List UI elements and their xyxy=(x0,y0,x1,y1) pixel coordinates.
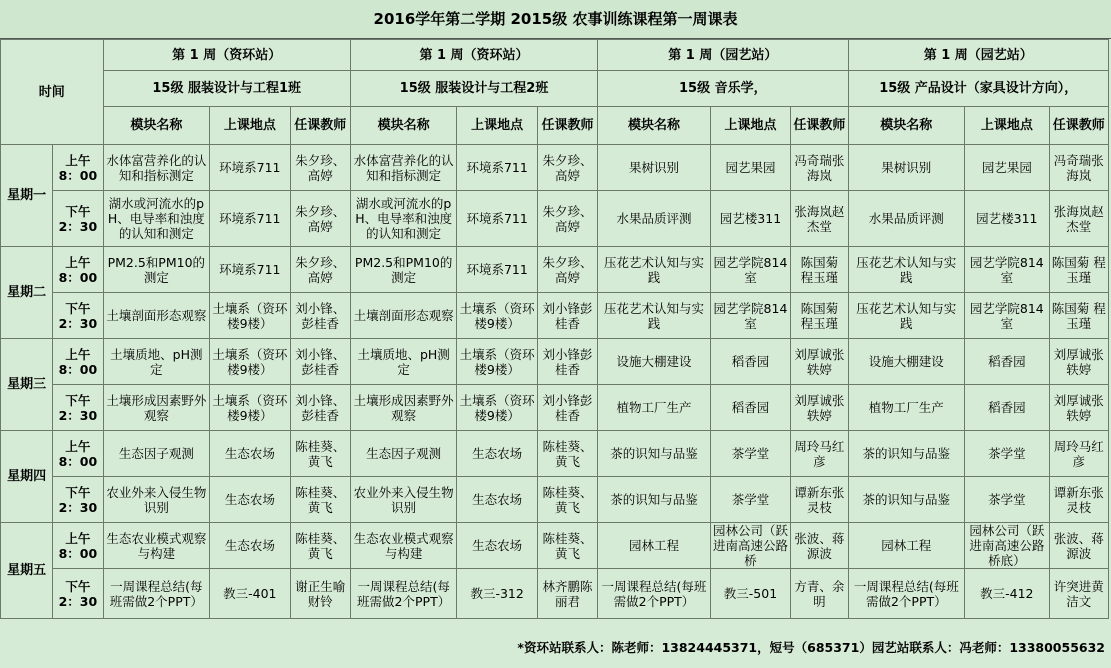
cell-module: 农业外来入侵生物识别 xyxy=(103,477,210,523)
cell-teacher: 陈国菊 程玉瑾 xyxy=(1049,293,1108,339)
cell-module: 土壤形成因素野外观察 xyxy=(103,385,210,431)
schedule-row xyxy=(1,523,1109,569)
slot-period: 上午 xyxy=(65,438,91,454)
cell-location: 教三-501 xyxy=(710,569,790,619)
cell-location: 稻香园 xyxy=(710,339,790,385)
slot-time: 2：30 xyxy=(58,499,98,515)
module-header: 模块名称 xyxy=(848,107,965,145)
cell-teacher: 陈桂葵、黄飞 xyxy=(537,431,597,477)
slot-time: 8：00 xyxy=(58,167,98,183)
cell-teacher: 陈桂葵、黄飞 xyxy=(537,523,597,569)
cell-teacher: 张海岚赵杰堂 xyxy=(1049,191,1108,247)
teacher-header: 任课教师 xyxy=(791,107,848,145)
cell-location: 园艺学院814室 xyxy=(965,293,1049,339)
location-header: 上课地点 xyxy=(710,107,790,145)
module-header: 模块名称 xyxy=(350,107,457,145)
schedule-row xyxy=(1,431,1109,477)
day-label: 星期四 xyxy=(1,431,53,523)
time-slot xyxy=(53,477,103,523)
module-header: 模块名称 xyxy=(598,107,711,145)
group-3-week: 第 1 周（园艺站） xyxy=(598,40,848,71)
cell-teacher: 谢正生喻财铃 xyxy=(290,569,350,619)
cell-module: 一周课程总结(每班需做2个PPT） xyxy=(350,569,457,619)
cell-location: 稻香园 xyxy=(710,385,790,431)
day-label: 星期一 xyxy=(1,145,53,247)
cell-location: 茶学堂 xyxy=(965,477,1049,523)
cell-location: 生态农场 xyxy=(210,477,290,523)
time-slot xyxy=(53,293,103,339)
time-header: 时间 xyxy=(1,40,104,145)
cell-location: 环境系711 xyxy=(457,191,537,247)
cell-module: 茶的识知与品鉴 xyxy=(598,431,711,477)
cell-teacher: 朱夕珍、高婷 xyxy=(290,247,350,293)
cell-module: 植物工厂生产 xyxy=(848,385,965,431)
group-4-class: 15级 产品设计（家具设计方向）， xyxy=(848,71,1109,107)
cell-location: 茶学堂 xyxy=(965,431,1049,477)
cell-location: 环境系711 xyxy=(210,145,290,191)
time-slot xyxy=(53,431,103,477)
cell-location: 茶学堂 xyxy=(710,431,790,477)
cell-teacher: 朱夕珍、高婷 xyxy=(290,145,350,191)
cell-location: 生态农场 xyxy=(457,431,537,477)
cell-teacher: 陈国菊 程玉瑾 xyxy=(791,247,848,293)
cell-module: 生态农业模式观察与构建 xyxy=(103,523,210,569)
cell-teacher: 刘厚诚张轶婷 xyxy=(791,339,848,385)
group-2-week: 第 1 周（资环站） xyxy=(350,40,597,71)
cell-location: 生态农场 xyxy=(457,477,537,523)
cell-location: 园艺果园 xyxy=(710,145,790,191)
cell-module: 压花艺术认知与实践 xyxy=(598,293,711,339)
cell-location: 教三-412 xyxy=(965,569,1049,619)
day-label: 星期五 xyxy=(1,523,53,619)
slot-time: 8：00 xyxy=(58,361,98,377)
cell-teacher: 刘小锋、彭桂香 xyxy=(290,385,350,431)
cell-module: 一周课程总结(每班需做2个PPT） xyxy=(848,569,965,619)
cell-module: PM2.5和PM10的测定 xyxy=(103,247,210,293)
cell-location: 生态农场 xyxy=(210,523,290,569)
slot-period: 上午 xyxy=(65,254,91,270)
cell-module: 一周课程总结(每班需做2个PPT） xyxy=(103,569,210,619)
cell-location: 土壤系（资环楼9楼） xyxy=(210,293,290,339)
cell-module: 水体富营养化的认知和指标测定 xyxy=(350,145,457,191)
cell-module: 土壤形成因素野外观察 xyxy=(350,385,457,431)
cell-teacher: 张海岚赵杰堂 xyxy=(791,191,848,247)
cell-teacher: 冯奇瑞张海岚 xyxy=(791,145,848,191)
cell-module: 茶的识知与品鉴 xyxy=(598,477,711,523)
location-header: 上课地点 xyxy=(210,107,290,145)
cell-module: 设施大棚建设 xyxy=(598,339,711,385)
cell-location: 土壤系（资环楼9楼） xyxy=(457,339,537,385)
slot-period: 下午 xyxy=(65,300,91,316)
cell-location: 茶学堂 xyxy=(710,477,790,523)
slot-time: 2：30 xyxy=(58,218,98,234)
cell-module: 压花艺术认知与实践 xyxy=(598,247,711,293)
slot-time: 8：00 xyxy=(58,545,98,561)
cell-module: 土壤剖面形态观察 xyxy=(103,293,210,339)
group-1-week: 第 1 周（资环站） xyxy=(103,40,350,71)
slot-time: 8：00 xyxy=(58,269,98,285)
cell-teacher: 谭新东张灵枝 xyxy=(1049,477,1108,523)
schedule-table xyxy=(0,39,1109,619)
teacher-header: 任课教师 xyxy=(537,107,597,145)
cell-teacher: 陈桂葵、黄飞 xyxy=(290,477,350,523)
module-header: 模块名称 xyxy=(103,107,210,145)
slot-time: 2：30 xyxy=(58,593,98,609)
time-slot xyxy=(53,339,103,385)
cell-teacher: 方青、余明 xyxy=(791,569,848,619)
cell-teacher: 朱夕珍、高婷 xyxy=(537,191,597,247)
cell-module: 茶的识知与品鉴 xyxy=(848,431,965,477)
slot-period: 上午 xyxy=(65,530,91,546)
cell-teacher: 陈桂葵、黄飞 xyxy=(537,477,597,523)
cell-location: 土壤系（资环楼9楼） xyxy=(457,293,537,339)
cell-location: 园艺学院814室 xyxy=(965,247,1049,293)
cell-teacher: 陈国菊 程玉瑾 xyxy=(791,293,848,339)
contact-footer: *资环站联系人：陈老师：13824445371，短号（685371）园艺站联系人：冯老师：13380055632 xyxy=(517,640,1105,655)
cell-location: 环境系711 xyxy=(457,145,537,191)
cell-module: PM2.5和PM10的测定 xyxy=(350,247,457,293)
cell-teacher: 周玲马红彦 xyxy=(791,431,848,477)
group-4-week: 第 1 周（园艺站） xyxy=(848,40,1109,71)
cell-location: 土壤系（资环楼9楼） xyxy=(457,385,537,431)
cell-teacher: 张波、蒋源波 xyxy=(1049,523,1108,569)
cell-module: 土壤质地、pH测定 xyxy=(350,339,457,385)
schedule-row xyxy=(1,191,1109,247)
slot-period: 上午 xyxy=(65,346,91,362)
schedule-row xyxy=(1,569,1109,619)
cell-module: 生态因子观测 xyxy=(350,431,457,477)
cell-module: 土壤剖面形态观察 xyxy=(350,293,457,339)
cell-module: 水体富营养化的认知和指标测定 xyxy=(103,145,210,191)
cell-module: 湖水或河流水的pH、电导率和浊度的认知和测定 xyxy=(350,191,457,247)
cell-module: 园林工程 xyxy=(598,523,711,569)
location-header: 上课地点 xyxy=(457,107,537,145)
cell-teacher: 谭新东张灵枝 xyxy=(791,477,848,523)
time-slot xyxy=(53,385,103,431)
cell-location: 园艺学院814室 xyxy=(710,247,790,293)
slot-time: 2：30 xyxy=(58,315,98,331)
cell-module: 水果品质评测 xyxy=(598,191,711,247)
slot-period: 下午 xyxy=(65,578,91,594)
cell-module: 湖水或河流水的pH、电导率和浊度的认知和测定 xyxy=(103,191,210,247)
cell-module: 土壤质地、pH测定 xyxy=(103,339,210,385)
schedule-row xyxy=(1,145,1109,191)
cell-module: 水果品质评测 xyxy=(848,191,965,247)
cell-teacher: 刘小锋、彭桂香 xyxy=(290,339,350,385)
group-3-class: 15级 音乐学， xyxy=(598,71,848,107)
slot-time: 8：00 xyxy=(58,453,98,469)
cell-module: 农业外来入侵生物识别 xyxy=(350,477,457,523)
slot-period: 下午 xyxy=(65,203,91,219)
cell-teacher: 许突进黄洁文 xyxy=(1049,569,1108,619)
time-slot xyxy=(53,247,103,293)
cell-location: 稻香园 xyxy=(965,339,1049,385)
cell-location: 教三-401 xyxy=(210,569,290,619)
schedule-row xyxy=(1,293,1109,339)
cell-location: 园林公司（跃进南高速公路桥底） xyxy=(965,523,1049,569)
time-slot xyxy=(53,523,103,569)
cell-module: 生态因子观测 xyxy=(103,431,210,477)
schedule-row xyxy=(1,247,1109,293)
cell-location: 稻香园 xyxy=(965,385,1049,431)
cell-teacher: 刘小锋彭桂香 xyxy=(537,385,597,431)
cell-module: 园林工程 xyxy=(848,523,965,569)
cell-module: 果树识别 xyxy=(848,145,965,191)
cell-teacher: 张波、蒋源波 xyxy=(791,523,848,569)
slot-period: 下午 xyxy=(65,392,91,408)
group-2-class: 15级 服装设计与工程2班 xyxy=(350,71,597,107)
cell-location: 园艺果园 xyxy=(965,145,1049,191)
cell-teacher: 刘厚诚张轶婷 xyxy=(1049,339,1108,385)
cell-location: 环境系711 xyxy=(210,191,290,247)
cell-teacher: 刘小锋彭桂香 xyxy=(537,339,597,385)
cell-location: 园艺学院814室 xyxy=(710,293,790,339)
cell-location: 环境系711 xyxy=(210,247,290,293)
page-title: 2016学年第二学期 2015级 农事训练课程第一周课表 xyxy=(0,0,1111,39)
cell-module: 生态农业模式观察与构建 xyxy=(350,523,457,569)
cell-location: 环境系711 xyxy=(457,247,537,293)
location-header: 上课地点 xyxy=(965,107,1049,145)
cell-location: 土壤系（资环楼9楼） xyxy=(210,339,290,385)
cell-location: 生态农场 xyxy=(210,431,290,477)
cell-location: 园艺楼311 xyxy=(965,191,1049,247)
slot-period: 下午 xyxy=(65,484,91,500)
cell-teacher: 朱夕珍、高婷 xyxy=(290,191,350,247)
group-1-class: 15级 服装设计与工程1班 xyxy=(103,71,350,107)
schedule-row xyxy=(1,477,1109,523)
slot-time: 2：30 xyxy=(58,407,98,423)
cell-teacher: 陈桂葵、黄飞 xyxy=(290,431,350,477)
cell-teacher: 陈桂葵、黄飞 xyxy=(290,523,350,569)
cell-module: 压花艺术认知与实践 xyxy=(848,247,965,293)
day-label: 星期三 xyxy=(1,339,53,431)
cell-module: 压花艺术认知与实践 xyxy=(848,293,965,339)
slot-period: 上午 xyxy=(65,152,91,168)
cell-module: 植物工厂生产 xyxy=(598,385,711,431)
cell-module: 设施大棚建设 xyxy=(848,339,965,385)
cell-teacher: 朱夕珍、高婷 xyxy=(537,145,597,191)
cell-teacher: 周玲马红彦 xyxy=(1049,431,1108,477)
cell-module: 果树识别 xyxy=(598,145,711,191)
cell-location: 园艺楼311 xyxy=(710,191,790,247)
time-slot xyxy=(53,569,103,619)
cell-teacher: 刘厚诚张轶婷 xyxy=(791,385,848,431)
teacher-header: 任课教师 xyxy=(290,107,350,145)
cell-teacher: 冯奇瑞张海岚 xyxy=(1049,145,1108,191)
schedule-row xyxy=(1,385,1109,431)
time-slot xyxy=(53,145,103,191)
cell-teacher: 朱夕珍、高婷 xyxy=(537,247,597,293)
cell-module: 一周课程总结(每班需做2个PPT） xyxy=(598,569,711,619)
schedule-row xyxy=(1,339,1109,385)
cell-module: 茶的识知与品鉴 xyxy=(848,477,965,523)
cell-location: 园林公司（跃进南高速公路桥 xyxy=(710,523,790,569)
cell-location: 土壤系（资环楼9楼） xyxy=(210,385,290,431)
day-label: 星期二 xyxy=(1,247,53,339)
teacher-header: 任课教师 xyxy=(1049,107,1108,145)
cell-teacher: 刘小锋、彭桂香 xyxy=(290,293,350,339)
time-slot xyxy=(53,191,103,247)
cell-location: 教三-312 xyxy=(457,569,537,619)
cell-location: 生态农场 xyxy=(457,523,537,569)
cell-teacher: 陈国菊 程玉瑾 xyxy=(1049,247,1108,293)
cell-teacher: 刘小锋彭桂香 xyxy=(537,293,597,339)
cell-teacher: 刘厚诚张轶婷 xyxy=(1049,385,1108,431)
cell-teacher: 林齐鹏陈丽君 xyxy=(537,569,597,619)
